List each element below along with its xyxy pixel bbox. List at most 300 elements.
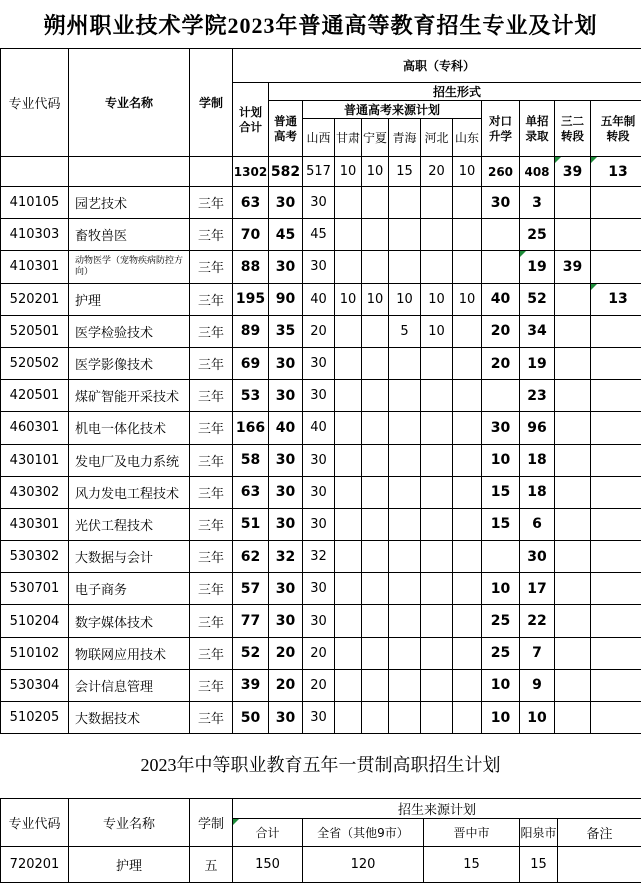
wunian-transfer-cell[interactable] xyxy=(591,187,641,219)
duikou-cell[interactable]: 30 xyxy=(482,187,520,219)
header-wunian-text: 五年制转段 xyxy=(600,113,636,143)
province-cell[interactable] xyxy=(335,347,362,379)
province-cell[interactable]: 40 xyxy=(303,412,335,444)
province-cell[interactable] xyxy=(335,444,362,476)
province-cell[interactable]: 30 xyxy=(303,702,335,734)
general-exam-cell[interactable]: 30 xyxy=(269,476,303,508)
header-source-plan: 普通高考来源计划 xyxy=(303,101,482,119)
wunian-transfer-cell[interactable] xyxy=(591,251,641,283)
single-admission-cell[interactable]: 34 xyxy=(520,315,555,347)
province-cell[interactable]: 10 xyxy=(421,315,453,347)
duration-cell[interactable]: 三年 xyxy=(190,508,233,540)
major-name-cell[interactable]: 发电厂及电力系统 xyxy=(69,444,190,476)
plan-total-cell[interactable]: 63 xyxy=(233,187,269,219)
province-cell[interactable] xyxy=(362,605,389,637)
general-exam-cell[interactable]: 30 xyxy=(269,573,303,605)
totals-name-cell[interactable] xyxy=(69,157,190,187)
major-code-cell[interactable]: 430301 xyxy=(1,508,69,540)
sanner-transfer-cell[interactable] xyxy=(555,541,591,573)
sanner-transfer-cell[interactable] xyxy=(555,283,591,315)
duikou-cell[interactable]: 30 xyxy=(482,412,520,444)
province-cell[interactable]: 20 xyxy=(303,669,335,701)
plan-total-cell[interactable]: 63 xyxy=(233,476,269,508)
major-name-cell[interactable]: 大数据与会计 xyxy=(69,541,190,573)
province-cell[interactable] xyxy=(362,251,389,283)
table-row xyxy=(1,605,641,637)
province-cell[interactable] xyxy=(389,412,421,444)
plan-total-cell[interactable]: 51 xyxy=(233,508,269,540)
duration-cell[interactable]: 三年 xyxy=(190,412,233,444)
province-cell[interactable]: 10 xyxy=(453,283,482,315)
general-exam-cell[interactable]: 30 xyxy=(269,380,303,412)
province-cell[interactable] xyxy=(362,476,389,508)
header-province: 青海 xyxy=(389,119,421,157)
wunian-transfer-cell[interactable] xyxy=(591,508,641,540)
general-exam-cell[interactable]: 30 xyxy=(269,702,303,734)
province-cell[interactable] xyxy=(421,412,453,444)
major-name-cell[interactable]: 动物医学（宠物疾病防控方向） xyxy=(69,251,190,283)
sec-header-jinzhong: 晋中市 xyxy=(424,819,520,847)
totals-province[interactable]: 10 xyxy=(362,157,389,187)
totals-province[interactable]: 15 xyxy=(389,157,421,187)
duikou-cell[interactable] xyxy=(482,380,520,412)
province-cell[interactable] xyxy=(453,605,482,637)
province-cell[interactable] xyxy=(389,573,421,605)
province-cell[interactable] xyxy=(335,541,362,573)
sec-all[interactable]: 120 xyxy=(303,847,424,883)
header-province: 山东 xyxy=(453,119,482,157)
province-cell[interactable] xyxy=(335,605,362,637)
province-cell[interactable] xyxy=(362,315,389,347)
province-cell[interactable]: 10 xyxy=(335,283,362,315)
general-exam-cell[interactable]: 30 xyxy=(269,605,303,637)
province-cell[interactable] xyxy=(362,444,389,476)
single-admission-cell[interactable]: 10 xyxy=(520,702,555,734)
single-admission-cell[interactable]: 9 xyxy=(520,669,555,701)
wunian-transfer-cell[interactable] xyxy=(591,347,641,379)
single-admission-cell[interactable]: 3 xyxy=(520,187,555,219)
province-cell[interactable]: 30 xyxy=(303,605,335,637)
wunian-transfer-cell[interactable] xyxy=(591,380,641,412)
province-cell[interactable] xyxy=(421,444,453,476)
header-province: 河北 xyxy=(421,119,453,157)
totals-duration-cell[interactable] xyxy=(190,157,233,187)
province-cell[interactable]: 10 xyxy=(389,283,421,315)
duration-cell[interactable]: 三年 xyxy=(190,315,233,347)
wunian-transfer-cell[interactable] xyxy=(591,476,641,508)
header-province: 宁夏 xyxy=(362,119,389,157)
province-cell[interactable]: 40 xyxy=(303,283,335,315)
province-cell[interactable] xyxy=(421,637,453,669)
sec-note[interactable] xyxy=(558,847,641,883)
general-exam-cell[interactable]: 20 xyxy=(269,637,303,669)
province-cell[interactable] xyxy=(453,541,482,573)
duikou-cell[interactable]: 10 xyxy=(482,669,520,701)
province-cell[interactable]: 10 xyxy=(421,283,453,315)
single-admission-cell[interactable]: 22 xyxy=(520,605,555,637)
general-exam-cell[interactable]: 30 xyxy=(269,444,303,476)
totals-duikou[interactable]: 260 xyxy=(482,157,520,187)
major-name-cell[interactable]: 畜牧兽医 xyxy=(69,219,190,251)
plan-total-cell[interactable]: 53 xyxy=(233,380,269,412)
major-name-cell[interactable]: 物联网应用技术 xyxy=(69,637,190,669)
totals-province[interactable]: 10 xyxy=(335,157,362,187)
province-cell[interactable] xyxy=(453,347,482,379)
duikou-cell[interactable]: 20 xyxy=(482,347,520,379)
sec-header-all: 全省（其他9市） xyxy=(303,819,424,847)
province-cell[interactable] xyxy=(335,219,362,251)
major-code-cell[interactable]: 520502 xyxy=(1,347,69,379)
major-code-cell[interactable]: 430302 xyxy=(1,476,69,508)
table-row xyxy=(1,187,641,219)
province-cell[interactable]: 30 xyxy=(303,380,335,412)
totals-code-cell[interactable] xyxy=(1,157,69,187)
duikou-cell[interactable]: 10 xyxy=(482,573,520,605)
major-code-cell[interactable]: 410303 xyxy=(1,219,69,251)
major-code-cell[interactable]: 510204 xyxy=(1,605,69,637)
header-wunian xyxy=(591,101,641,157)
province-cell[interactable] xyxy=(389,508,421,540)
major-code-cell[interactable]: 410301 xyxy=(1,251,69,283)
major-name-cell[interactable]: 会计信息管理 xyxy=(69,669,190,701)
province-cell[interactable]: 32 xyxy=(303,541,335,573)
plan-total-cell[interactable]: 58 xyxy=(233,444,269,476)
header-tier: 高职（专科） xyxy=(233,49,641,83)
duration-cell[interactable]: 三年 xyxy=(190,380,233,412)
general-exam-cell[interactable]: 45 xyxy=(269,219,303,251)
duration-cell[interactable]: 三年 xyxy=(190,251,233,283)
general-exam-cell[interactable]: 20 xyxy=(269,669,303,701)
totals-general[interactable]: 582 xyxy=(269,157,303,187)
major-name-cell[interactable]: 医学检验技术 xyxy=(69,315,190,347)
single-admission-cell[interactable]: 23 xyxy=(520,380,555,412)
province-cell[interactable] xyxy=(421,219,453,251)
province-cell[interactable]: 20 xyxy=(303,637,335,669)
sanner-transfer-cell[interactable] xyxy=(555,573,591,605)
wunian-transfer-cell[interactable] xyxy=(591,637,641,669)
province-cell[interactable] xyxy=(389,251,421,283)
sec-total[interactable]: 150 xyxy=(233,847,303,883)
single-admission-cell[interactable]: 18 xyxy=(520,476,555,508)
plan-total-cell[interactable]: 62 xyxy=(233,541,269,573)
wunian-transfer-cell[interactable] xyxy=(591,573,641,605)
table-row xyxy=(1,347,641,379)
wunian-transfer-cell[interactable]: 13 xyxy=(591,283,641,315)
duration-cell[interactable]: 三年 xyxy=(190,187,233,219)
sec-header-name: 专业名称 xyxy=(69,799,190,847)
major-code-cell[interactable]: 520501 xyxy=(1,315,69,347)
major-name-cell[interactable]: 护理 xyxy=(69,283,190,315)
table-row xyxy=(1,219,641,251)
province-cell[interactable] xyxy=(362,637,389,669)
sanner-transfer-cell[interactable] xyxy=(555,380,591,412)
plan-total-cell[interactable]: 166 xyxy=(233,412,269,444)
province-cell[interactable] xyxy=(421,541,453,573)
general-exam-cell[interactable]: 30 xyxy=(269,508,303,540)
major-code-cell[interactable]: 530304 xyxy=(1,669,69,701)
major-code-cell[interactable]: 510102 xyxy=(1,637,69,669)
five-year-plan-table xyxy=(0,798,641,883)
wunian-transfer-cell[interactable] xyxy=(591,315,641,347)
totals-row xyxy=(1,157,641,187)
wunian-transfer-cell[interactable] xyxy=(591,219,641,251)
major-name-cell[interactable]: 煤矿智能开采技术 xyxy=(69,380,190,412)
plan-total-cell[interactable]: 88 xyxy=(233,251,269,283)
major-code-cell[interactable]: 530701 xyxy=(1,573,69,605)
province-cell[interactable] xyxy=(389,187,421,219)
province-cell[interactable]: 30 xyxy=(303,251,335,283)
plan-total-cell[interactable]: 39 xyxy=(233,669,269,701)
province-cell[interactable]: 5 xyxy=(389,315,421,347)
duikou-cell[interactable]: 15 xyxy=(482,476,520,508)
province-cell[interactable] xyxy=(335,315,362,347)
province-cell[interactable] xyxy=(421,187,453,219)
general-exam-cell[interactable]: 30 xyxy=(269,187,303,219)
province-cell[interactable] xyxy=(362,187,389,219)
single-admission-cell[interactable]: 25 xyxy=(520,219,555,251)
single-admission-cell[interactable]: 6 xyxy=(520,508,555,540)
duikou-cell[interactable]: 25 xyxy=(482,637,520,669)
duration-cell[interactable]: 三年 xyxy=(190,283,233,315)
province-cell[interactable] xyxy=(453,476,482,508)
duration-cell[interactable]: 三年 xyxy=(190,702,233,734)
wunian-transfer-cell[interactable] xyxy=(591,444,641,476)
general-exam-cell[interactable]: 90 xyxy=(269,283,303,315)
province-cell[interactable]: 20 xyxy=(303,315,335,347)
totals-sanner[interactable]: 39 xyxy=(555,157,591,187)
province-cell[interactable]: 30 xyxy=(303,347,335,379)
single-admission-cell[interactable]: 96 xyxy=(520,412,555,444)
duikou-cell[interactable] xyxy=(482,251,520,283)
duikou-cell[interactable]: 20 xyxy=(482,315,520,347)
province-cell[interactable] xyxy=(335,412,362,444)
major-name-cell[interactable]: 电子商务 xyxy=(69,573,190,605)
table-row xyxy=(1,541,641,573)
province-cell[interactable] xyxy=(453,219,482,251)
province-cell[interactable]: 10 xyxy=(362,283,389,315)
province-cell[interactable] xyxy=(421,669,453,701)
general-exam-cell[interactable]: 32 xyxy=(269,541,303,573)
header-form: 招生形式 xyxy=(269,83,641,101)
plan-total-cell[interactable]: 195 xyxy=(233,283,269,315)
duikou-cell[interactable]: 40 xyxy=(482,283,520,315)
single-admission-cell[interactable]: 17 xyxy=(520,573,555,605)
general-exam-cell[interactable]: 40 xyxy=(269,412,303,444)
table-row xyxy=(1,444,641,476)
header-duikou-text: 对口升学 xyxy=(489,113,512,143)
duration-cell[interactable]: 三年 xyxy=(190,669,233,701)
plan-total-cell[interactable]: 77 xyxy=(233,605,269,637)
major-name-cell[interactable]: 医学影像技术 xyxy=(69,347,190,379)
province-cell[interactable] xyxy=(362,541,389,573)
duration-cell[interactable]: 三年 xyxy=(190,476,233,508)
province-cell[interactable] xyxy=(362,573,389,605)
province-cell[interactable]: 30 xyxy=(303,476,335,508)
sanner-transfer-cell[interactable] xyxy=(555,476,591,508)
province-cell[interactable] xyxy=(389,444,421,476)
province-cell[interactable] xyxy=(335,669,362,701)
province-cell[interactable] xyxy=(453,412,482,444)
province-cell[interactable]: 45 xyxy=(303,219,335,251)
duration-cell[interactable]: 三年 xyxy=(190,219,233,251)
province-cell[interactable] xyxy=(389,476,421,508)
province-cell[interactable] xyxy=(335,251,362,283)
province-cell[interactable] xyxy=(335,380,362,412)
province-cell[interactable] xyxy=(453,315,482,347)
province-cell[interactable] xyxy=(421,573,453,605)
single-admission-cell[interactable]: 7 xyxy=(520,637,555,669)
province-cell[interactable] xyxy=(362,508,389,540)
wunian-transfer-cell[interactable] xyxy=(591,605,641,637)
province-cell[interactable] xyxy=(453,508,482,540)
plan-total-cell[interactable]: 52 xyxy=(233,637,269,669)
major-code-cell[interactable]: 410105 xyxy=(1,187,69,219)
province-cell[interactable] xyxy=(389,541,421,573)
major-name-cell[interactable]: 大数据技术 xyxy=(69,702,190,734)
header-name: 专业名称 xyxy=(69,49,190,157)
province-cell[interactable] xyxy=(389,669,421,701)
province-cell[interactable] xyxy=(389,219,421,251)
plan-total-cell[interactable]: 89 xyxy=(233,315,269,347)
totals-province[interactable]: 10 xyxy=(453,157,482,187)
general-exam-cell[interactable]: 35 xyxy=(269,315,303,347)
duikou-cell[interactable]: 15 xyxy=(482,508,520,540)
province-cell[interactable] xyxy=(362,347,389,379)
province-cell[interactable] xyxy=(389,347,421,379)
totals-wunian[interactable]: 13 xyxy=(591,157,641,187)
totals-province[interactable]: 517 xyxy=(303,157,335,187)
duikou-cell[interactable] xyxy=(482,219,520,251)
header-duikou xyxy=(482,101,520,157)
major-code-cell[interactable]: 460301 xyxy=(1,412,69,444)
sanner-transfer-cell[interactable] xyxy=(555,412,591,444)
sanner-transfer-cell[interactable]: 39 xyxy=(555,251,591,283)
major-code-cell[interactable]: 420501 xyxy=(1,380,69,412)
plan-total-cell[interactable]: 57 xyxy=(233,573,269,605)
wunian-transfer-cell[interactable] xyxy=(591,541,641,573)
page-title: 朔州职业技术学院2023年普通高等教育招生专业及计划 xyxy=(0,0,641,49)
province-cell[interactable] xyxy=(362,412,389,444)
single-admission-cell[interactable]: 18 xyxy=(520,444,555,476)
plan-total-cell[interactable]: 70 xyxy=(233,219,269,251)
province-cell[interactable] xyxy=(453,251,482,283)
totals-single[interactable]: 408 xyxy=(520,157,555,187)
sec-years[interactable]: 五 xyxy=(190,847,233,883)
wunian-transfer-cell[interactable] xyxy=(591,669,641,701)
major-name-cell[interactable]: 数字媒体技术 xyxy=(69,605,190,637)
major-name-cell[interactable]: 机电一体化技术 xyxy=(69,412,190,444)
major-code-cell[interactable]: 430101 xyxy=(1,444,69,476)
duration-cell[interactable]: 三年 xyxy=(190,637,233,669)
province-cell[interactable] xyxy=(453,380,482,412)
province-cell[interactable] xyxy=(335,573,362,605)
province-cell[interactable] xyxy=(453,444,482,476)
sanner-transfer-cell[interactable] xyxy=(555,444,591,476)
single-admission-cell[interactable]: 52 xyxy=(520,283,555,315)
major-code-cell[interactable]: 520201 xyxy=(1,283,69,315)
province-cell[interactable] xyxy=(421,605,453,637)
sanner-transfer-cell[interactable] xyxy=(555,315,591,347)
single-admission-cell[interactable]: 19 xyxy=(520,251,555,283)
table-row xyxy=(1,637,641,669)
duration-cell[interactable]: 三年 xyxy=(190,541,233,573)
province-cell[interactable]: 30 xyxy=(303,508,335,540)
sanner-transfer-cell[interactable] xyxy=(555,669,591,701)
province-cell[interactable] xyxy=(421,476,453,508)
single-admission-cell[interactable]: 30 xyxy=(520,541,555,573)
sanner-transfer-cell[interactable] xyxy=(555,508,591,540)
duration-cell[interactable]: 三年 xyxy=(190,573,233,605)
province-cell[interactable] xyxy=(421,347,453,379)
major-name-cell[interactable]: 园艺技术 xyxy=(69,187,190,219)
province-cell[interactable] xyxy=(453,187,482,219)
province-cell[interactable] xyxy=(389,605,421,637)
province-cell[interactable] xyxy=(335,637,362,669)
sec-code[interactable]: 720201 xyxy=(1,847,69,883)
single-admission-cell[interactable]: 19 xyxy=(520,347,555,379)
duikou-cell[interactable]: 10 xyxy=(482,702,520,734)
province-cell[interactable] xyxy=(335,187,362,219)
sec-jinzhong[interactable]: 15 xyxy=(424,847,520,883)
province-cell[interactable]: 30 xyxy=(303,187,335,219)
sec-header-yangquan: 阳泉市 xyxy=(520,819,558,847)
general-exam-cell[interactable]: 30 xyxy=(269,347,303,379)
province-cell[interactable] xyxy=(389,380,421,412)
duikou-cell[interactable] xyxy=(482,541,520,573)
sanner-transfer-cell[interactable] xyxy=(555,219,591,251)
sanner-transfer-cell[interactable] xyxy=(555,187,591,219)
province-cell[interactable] xyxy=(453,637,482,669)
province-cell[interactable] xyxy=(453,573,482,605)
province-cell[interactable] xyxy=(389,637,421,669)
province-cell[interactable] xyxy=(421,508,453,540)
sec-data-row xyxy=(1,847,641,883)
province-cell[interactable] xyxy=(335,476,362,508)
province-cell[interactable] xyxy=(421,380,453,412)
province-cell[interactable] xyxy=(453,669,482,701)
duration-cell[interactable]: 三年 xyxy=(190,444,233,476)
major-code-cell[interactable]: 510205 xyxy=(1,702,69,734)
sanner-transfer-cell[interactable] xyxy=(555,605,591,637)
province-cell[interactable] xyxy=(421,251,453,283)
table-row xyxy=(1,669,641,701)
duikou-cell[interactable]: 25 xyxy=(482,605,520,637)
sanner-transfer-cell[interactable] xyxy=(555,347,591,379)
plan-total-cell[interactable]: 50 xyxy=(233,702,269,734)
general-exam-cell[interactable]: 30 xyxy=(269,251,303,283)
totals-province[interactable]: 20 xyxy=(421,157,453,187)
plan-total-cell[interactable]: 69 xyxy=(233,347,269,379)
province-cell[interactable] xyxy=(362,219,389,251)
province-cell[interactable]: 30 xyxy=(303,444,335,476)
province-cell[interactable] xyxy=(362,380,389,412)
totals-total[interactable]: 1302 xyxy=(233,157,269,187)
major-name-cell[interactable]: 风力发电工程技术 xyxy=(69,476,190,508)
duration-cell[interactable]: 三年 xyxy=(190,605,233,637)
sanner-transfer-cell[interactable] xyxy=(555,637,591,669)
province-cell[interactable] xyxy=(335,508,362,540)
major-code-cell[interactable]: 530302 xyxy=(1,541,69,573)
header-province: 山西 xyxy=(303,119,335,157)
province-cell[interactable]: 30 xyxy=(303,573,335,605)
duration-cell[interactable]: 三年 xyxy=(190,347,233,379)
province-cell[interactable] xyxy=(362,669,389,701)
duikou-cell[interactable]: 10 xyxy=(482,444,520,476)
sec-yangquan[interactable]: 15 xyxy=(520,847,558,883)
major-name-cell[interactable]: 光伏工程技术 xyxy=(69,508,190,540)
wunian-transfer-cell[interactable] xyxy=(591,412,641,444)
sec-name[interactable]: 护理 xyxy=(69,847,190,883)
